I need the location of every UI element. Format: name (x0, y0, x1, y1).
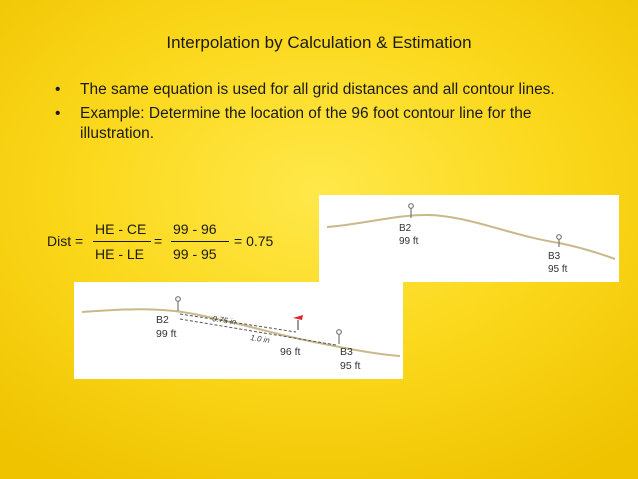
boring-marker-icon (557, 235, 562, 247)
slide-title: Interpolation by Calculation & Estimation (166, 33, 472, 52)
formula-denominator-2: 99 - 95 (173, 246, 217, 262)
bullet-list (55, 80, 595, 148)
formula-numerator-1: HE - CE (95, 221, 147, 237)
bullet-marker: • (55, 81, 61, 98)
boring-elevation: 95 ft (548, 264, 568, 275)
fraction-bar-1 (93, 241, 151, 242)
boring-marker-icon (337, 330, 342, 344)
formula-lhs: Dist = (47, 233, 84, 249)
measure-label-short: 0.75 in (211, 314, 237, 327)
boring-elevation: 99 ft (156, 328, 177, 340)
contour-marker-icon (293, 315, 303, 330)
boring-elevation: 99 ft (399, 236, 419, 247)
boring-elevation: 95 ft (340, 360, 361, 372)
boring-marker-icon (176, 297, 181, 311)
terrain-profile-line (327, 215, 615, 259)
profile-figure-bottom (74, 282, 403, 379)
bullet-text: The same equation is used for all grid distances and all contour lines. (80, 81, 555, 98)
formula-result: = 0.75 (234, 233, 274, 249)
bullet-text: Example: Determine the location of the 96 foot contour line for the illustration. (80, 105, 532, 142)
formula-numerator-2: 99 - 96 (173, 221, 217, 237)
fraction-bar-2 (171, 241, 229, 242)
contour-elevation-label: 96 ft (280, 346, 301, 358)
bullet-item (55, 80, 595, 100)
boring-label: B2 (399, 223, 412, 234)
bullet-marker: • (55, 105, 61, 122)
formula-denominator-1: HE - LE (95, 246, 145, 262)
boring-label: B3 (548, 251, 561, 262)
bullet-item (55, 104, 595, 144)
boring-label: B2 (156, 314, 169, 326)
profile-figure-top (319, 195, 619, 282)
boring-label: B3 (340, 346, 353, 358)
measure-label-long: 1.0 in (249, 333, 271, 346)
formula-equals: = (154, 233, 163, 249)
interpolation-formula (47, 218, 317, 268)
